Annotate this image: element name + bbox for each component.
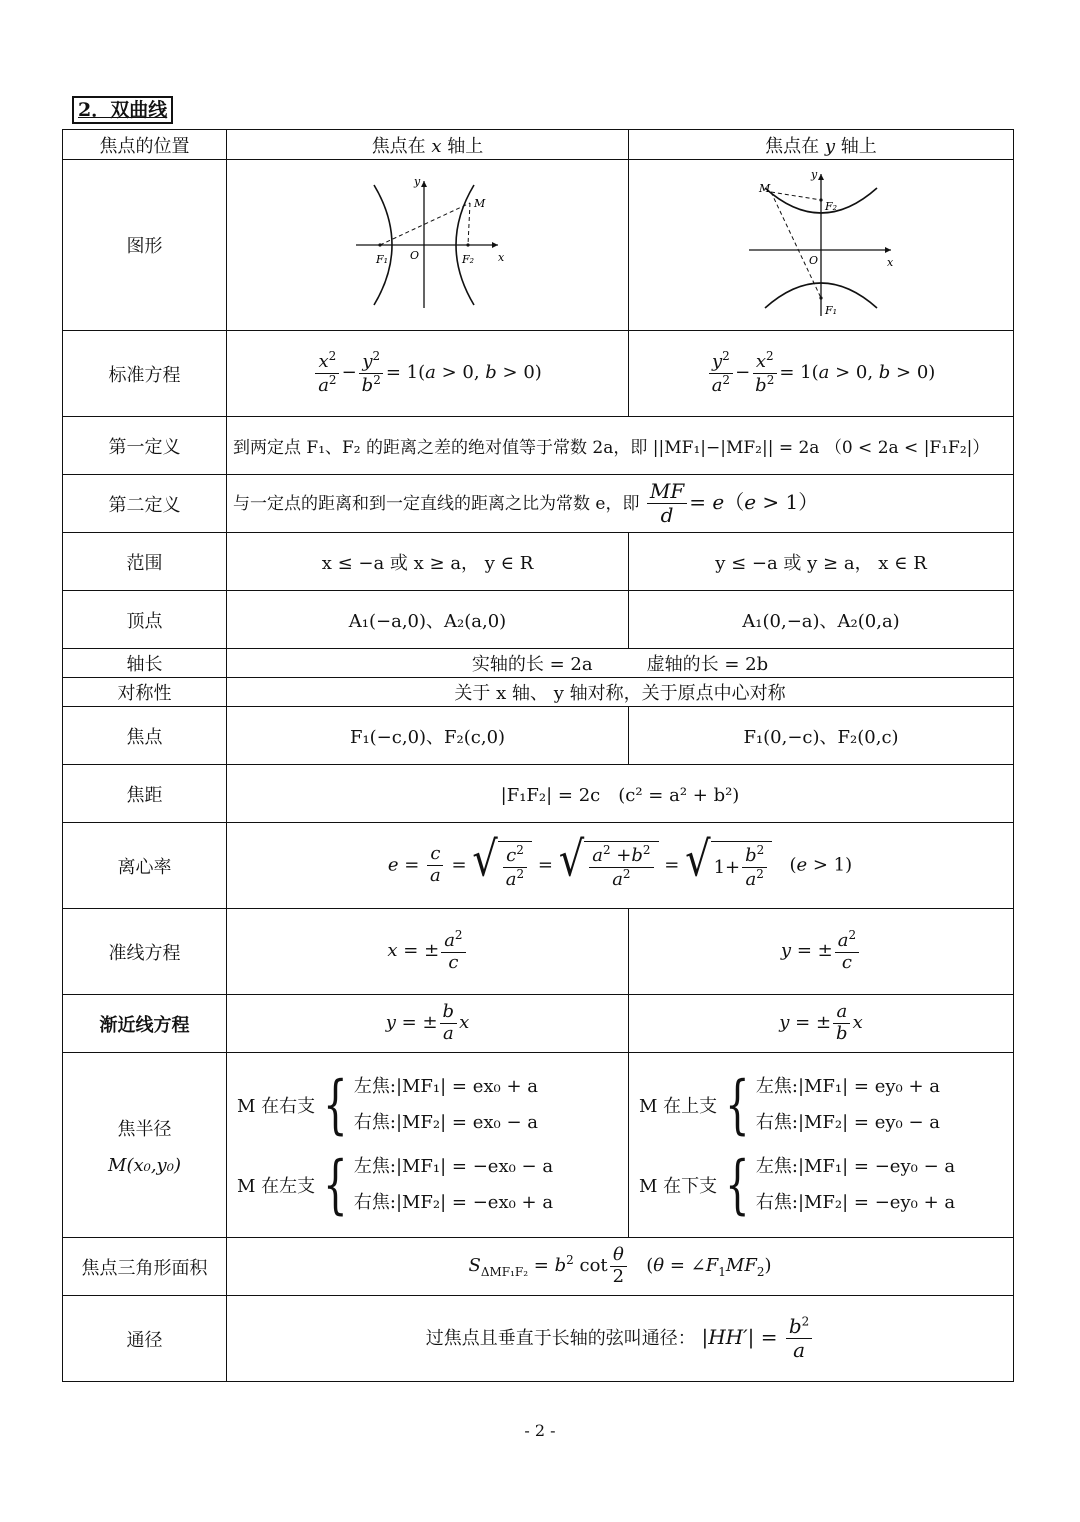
y-axis-label: y [413,174,420,188]
f2-label: F₂ [461,252,474,266]
row-label-def1: 第一定义 [63,417,227,475]
table-row [63,1053,1014,1238]
def2-cell: 与一定点的距离和到一定直线的距离之比为常数 e，即 $\frac{MF}{d}$ = e（e > 1） [227,475,1014,533]
f1-label: F₁ [375,252,388,266]
standard-eq-y: $\frac{y^2}{a^2}$ − $\frac{x^2}{b^2}$ = 1(a > 0, b > 0) [629,331,1014,417]
row-label-eccentricity: 离心率 [63,823,227,909]
focal-radius-left-branch: M 在左支 { 左焦:|MF₁| = −ex₀ − a 右焦:|MF₂| = −ex₀ + a [237,1148,554,1222]
row-label-range: 范围 [63,533,227,591]
focal-radius-lower-branch: M 在下支 { 左焦:|MF₁| = −ey₀ − a 右焦:|MF₂| = −ey₀ + a [639,1148,956,1222]
f2-label: F₂ [825,199,838,213]
focus-x: F₁(−c,0)、F₂(c,0) [227,707,629,765]
table-row [63,533,1014,591]
focal-dist-text: |F₁F₂| = 2c (c² = a² + b²) [227,765,1014,823]
table-row [63,417,1014,475]
section-heading: 2．双曲线 [72,96,173,124]
table-row [63,331,1014,417]
table-row [63,160,1014,331]
row-label-asymptote: 渐近线方程 [63,995,227,1053]
figure-x-hyperbola [227,160,629,331]
row-label-def2: 第二定义 [63,475,227,533]
table-row [63,130,1014,160]
formula-line: 右焦:|MF₂| = ey₀ − a [755,1112,941,1133]
def1-text: 到两定点 F₁、F₂ 的距离之差的绝对值等于常数 2a，即 ||MF₁|−|MF₂|| = 2a （0 < 2a < |F₁F₂|） [227,417,1014,475]
y-axis-label: y [811,167,818,181]
directrix-x: x = ± $\frac{a^2}{c}$ [227,909,629,995]
table-row [63,649,1014,678]
branch-label: M 在下支 [639,1176,718,1197]
row-label-standard-eq: 标准方程 [63,331,227,417]
symmetry-text: 关于 x 轴、 y 轴对称，关于原点中心对称 [227,678,1014,707]
formula-line: 左焦:|MF₁| = −ex₀ − a [353,1156,554,1177]
focal-radius-point: M(x₀,y₀) [108,1154,181,1176]
standard-eq-x: $\frac{x^2}{a^2}$ − $\frac{y^2}{b^2}$ = 1(a > 0, b > 0) [227,331,629,417]
row-label-focal-tri: 焦点三角形面积 [63,1238,227,1296]
origin-label: O [409,248,419,262]
table-row [63,475,1014,533]
formula-line: 左焦:|MF₁| = ey₀ + a [755,1076,941,1097]
asymptote-y: y = ± $\frac{a}{b}$ x [629,995,1014,1053]
asymptote-x: y = ± $\frac{b}{a}$ x [227,995,629,1053]
focal-radius-right-branch: M 在右支 { 左焦:|MF₁| = ex₀ + a 右焦:|MF₂| = ex₀ − a [237,1068,539,1142]
eccentricity-formula: e = $\frac{c}{a}$ = √ $\frac{c^2}{a^2}$ = √ $\frac{a^2 +b^2}{a^2}$ = √ 1+ $\frac{b^2}{a^2}$ (e > 1) [227,823,1014,909]
range-x: x ≤ −a 或 x ≥ a， y ∈ R [227,533,629,591]
x-axis-label: x [497,250,504,264]
focus-y: F₁(0,−c)、F₂(0,c) [629,707,1014,765]
figure-y-hyperbola [629,160,1014,331]
formula-line: 左焦:|MF₁| = ex₀ + a [353,1076,539,1097]
row-label-latus: 通径 [63,1296,227,1382]
focal-radius-label: 焦半径 [117,1118,172,1140]
header-position: 焦点的位置 [63,130,227,160]
row-label-directrix: 准线方程 [63,909,227,995]
latus-text: 过焦点且垂直于长轴的弦叫通径： [425,1328,696,1349]
focal-radius-y [629,1053,1014,1238]
focal-radius-x [227,1053,629,1238]
def2-text: 与一定点的距离和到一定直线的距离之比为常数 e，即 [233,494,640,514]
directrix-y: y = ± $\frac{a^2}{c}$ [629,909,1014,995]
focal-radius-upper-branch: M 在上支 { 左焦:|MF₁| = ey₀ + a 右焦:|MF₂| = ey₀ − a [639,1068,941,1142]
row-label-focus: 焦点 [63,707,227,765]
vertex-x: A₁(−a,0)、A₂(a,0) [227,591,629,649]
page-number: - 2 - [524,1421,556,1440]
branch-label: M 在左支 [237,1176,316,1197]
row-label-axis-len: 轴长 [63,649,227,678]
latus-cell: 过焦点且垂直于长轴的弦叫通径： |HH′| = $\frac{b^2}{a}$ [227,1296,1014,1382]
row-label-focal-dist: 焦距 [63,765,227,823]
hyperbola-table [62,129,1014,1382]
row-label-vertex: 顶点 [63,591,227,649]
formula-line: 左焦:|MF₁| = −ey₀ − a [755,1156,956,1177]
hyperbola-x-diagram [348,173,508,313]
row-label-figure: 图形 [63,160,227,331]
axis-len-text: 实轴的长 = 2a 虚轴的长 = 2b [227,649,1014,678]
header-y-axis: 焦点在 y 轴上 [629,130,1014,160]
branch-label: M 在上支 [639,1096,718,1117]
point-m-label: M [473,196,485,210]
table-row [63,909,1014,995]
branch-label: M 在右支 [237,1096,316,1117]
f1-label: F₁ [825,303,838,317]
x-axis-label: x [887,255,894,269]
origin-label: O [809,253,819,267]
table-row [63,823,1014,909]
formula-line: 右焦:|MF₂| = −ex₀ + a [353,1192,554,1213]
formula-line: 右焦:|MF₂| = ex₀ − a [353,1112,539,1133]
table-row [63,1296,1014,1382]
table-row [63,765,1014,823]
header-x-axis: 焦点在 x 轴上 [227,130,629,160]
point-m-label: M [759,181,771,195]
range-y: y ≤ −a 或 y ≥ a， x ∈ R [629,533,1014,591]
vertex-y: A₁(0,−a)、A₂(0,a) [629,591,1014,649]
hyperbola-y-diagram [741,168,901,318]
table-row [63,678,1014,707]
table-row [63,707,1014,765]
table-row [63,1238,1014,1296]
formula-line: 右焦:|MF₂| = −ey₀ + a [755,1192,956,1213]
table-row [63,591,1014,649]
row-label-focal-radius [63,1053,227,1238]
focal-tri-formula: $S_{\Delta MF_1F_2} = b^2$ cot $\frac{\theta}{2}$ $(\theta = \angle F_1MF_2)$ [227,1238,1014,1296]
row-label-symmetry: 对称性 [63,678,227,707]
table-row [63,995,1014,1053]
